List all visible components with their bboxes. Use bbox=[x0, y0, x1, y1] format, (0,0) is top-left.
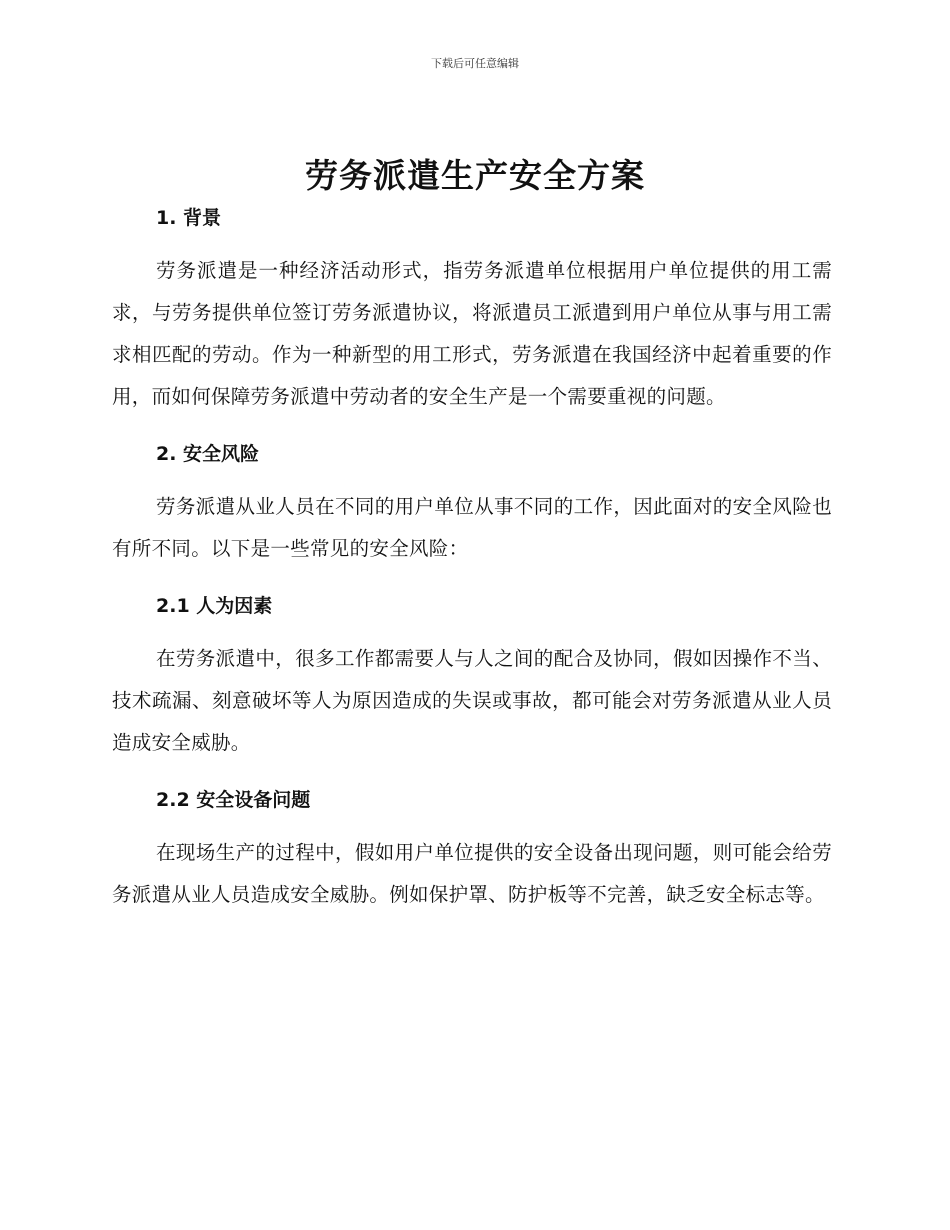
section-safety-risks bbox=[112, 434, 832, 570]
section-safety-equipment bbox=[112, 780, 832, 916]
section-background bbox=[112, 198, 832, 418]
section-human-factors bbox=[112, 586, 832, 764]
section-heading: 2.2 安全设备问题 bbox=[156, 789, 311, 811]
section-paragraph: 劳务派遣是一种经济活动形式，指劳务派遣单位根据用户单位提供的用工需求，与劳务提供单位签订劳务派遣协议，将派遣员工派遣到用户单位从事与用工需求相匹配的劳动。作为一种新型的用工形式，劳务派遣在我国经济中起着重要的作用，而如何保障劳务派遣中劳动者的安全生产是一个需要重视的问题。 bbox=[112, 259, 832, 408]
section-heading: 2. 安全风险 bbox=[156, 443, 260, 465]
section-paragraph: 在现场生产的过程中，假如用户单位提供的安全设备出现问题，则可能会给劳务派遣从业人员造成安全威胁。例如保护罩、防护板等不完善，缺乏安全标志等。 bbox=[112, 841, 832, 906]
section-heading: 2.1 人为因素 bbox=[156, 595, 273, 617]
section-paragraph: 在劳务派遣中，很多工作都需要人与人之间的配合及协同，假如因操作不当、技术疏漏、刻意破坏等人为原因造成的失误或事故，都可能会对劳务派遣从业人员造成安全威胁。 bbox=[112, 647, 832, 754]
section-heading: 1. 背景 bbox=[156, 207, 222, 229]
section-paragraph: 劳务派遣从业人员在不同的用户单位从事不同的工作，因此面对的安全风险也有所不同。以下是一些常见的安全风险： bbox=[112, 495, 832, 560]
document-body bbox=[112, 198, 832, 932]
header-note: 下载后可任意编辑 bbox=[431, 57, 519, 70]
document-title: 劳务派遣生产安全方案 bbox=[305, 156, 645, 195]
